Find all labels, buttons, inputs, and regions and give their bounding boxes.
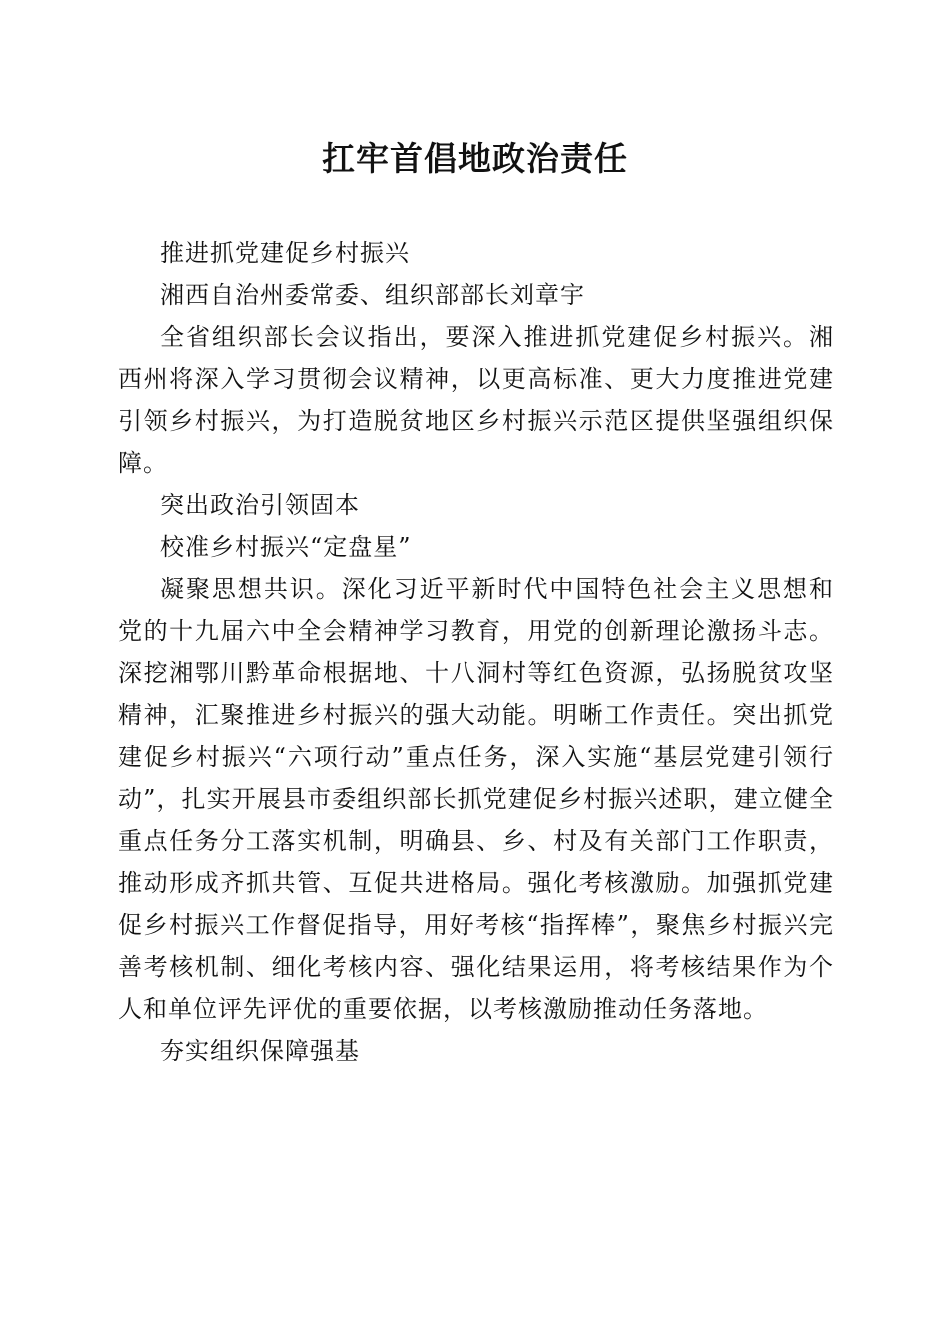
section-heading: 突出政治引领固本: [160, 491, 360, 519]
intro-paragraph: 全省组织部长会议指出，要深入推进抓党建促乡村振兴。湘西州将深入学习贯彻会议精神，以更高标准、更大力度推进党建引领乡村振兴，为打造脱贫地区乡村振兴示范区提供坚强组织保障。: [118, 323, 834, 477]
author-line: 湘西自治州委常委、组织部部长刘章宇: [160, 281, 585, 309]
body-paragraph: 凝聚思想共识。深化习近平新时代中国特色社会主义思想和党的十九届六中全会精神学习教育，用党的创新理论激扬斗志。深挖湘鄂川黔革命根据地、十八洞村等红色资源，弘扬脱贫攻坚精神，汇聚推进乡村振兴的强大动能。明晰工作责任。突出抓党建促乡村振兴“六项行动”重点任务，深入实施“基层党建引领行动”，扎实开展县市委组织部长抓党建促乡村振兴述职，建立健全重点任务分工落实机制，明确县、乡、村及有关部门工作职责，推动形成齐抓共管、互促共进格局。强化考核激励。加强抓党建促乡村振兴工作督促指导，用好考核“指挥棒”，聚焦乡村振兴完善考核机制、细化考核内容、强化结果运用，将考核结果作为个人和单位评先评优的重要依据，以考核激励推动任务落地。: [118, 575, 834, 1023]
section-heading: 夯实组织保障强基: [160, 1037, 360, 1065]
document-title: 扛牢首倡地政治责任: [322, 139, 628, 178]
subtitle-heading: 推进抓党建促乡村振兴: [160, 239, 410, 267]
document-body: [118, 232, 834, 1072]
section-subheading: 校准乡村振兴“定盘星”: [160, 533, 412, 561]
